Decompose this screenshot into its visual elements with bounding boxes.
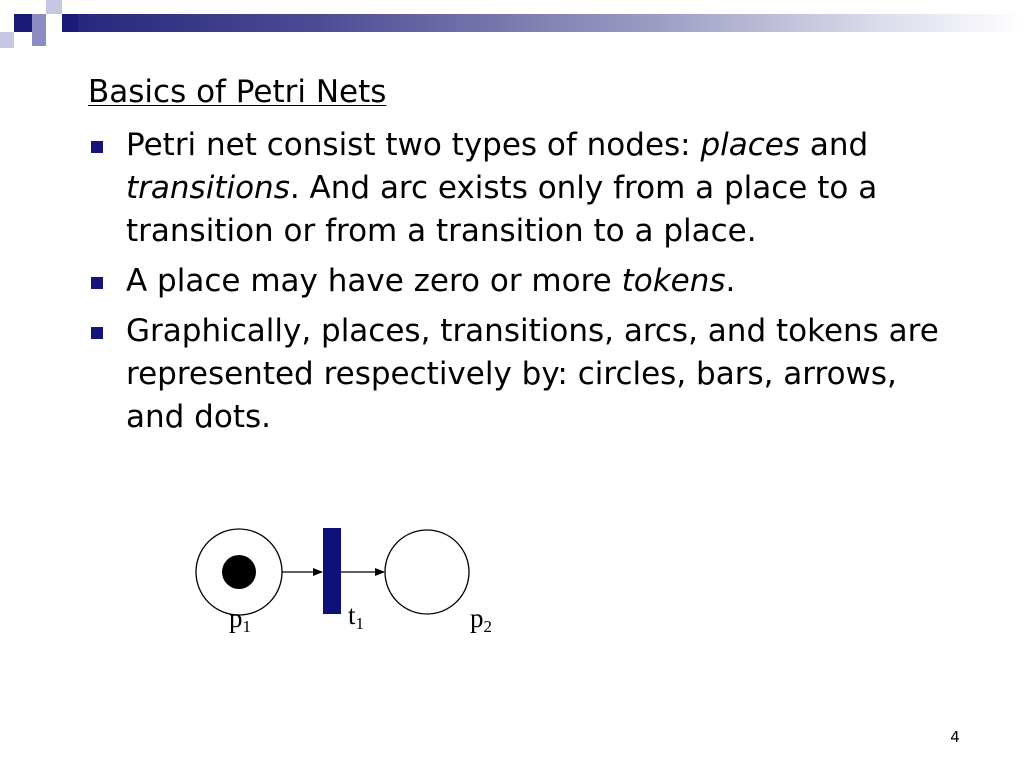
bullet-emphasis: transitions [126, 170, 290, 206]
label-p2-sub: 2 [483, 617, 492, 636]
bullet-item [88, 310, 948, 439]
label-t1-base: t [348, 600, 356, 630]
bullet-square-icon [91, 327, 103, 339]
label-t1-sub: 1 [355, 614, 365, 633]
decor-square [32, 32, 46, 46]
bullet-square-icon [91, 277, 103, 289]
token-dot [222, 555, 256, 589]
label-p1-base: p [229, 603, 243, 633]
decor-square [46, 0, 62, 14]
page-number: 4 [950, 728, 960, 746]
bullet-text-run: Petri net consist two types of nodes: [126, 127, 701, 163]
slide-title: Basics of Petri Nets [88, 74, 387, 110]
label-p2 [470, 603, 492, 636]
label-t1 [348, 600, 364, 633]
bullet-emphasis: tokens [621, 263, 726, 299]
bullet-item [88, 124, 948, 253]
bullet-text-run: Graphically, places, transitions, arcs, and tokens are represented respectively by: circles, bars, arrows, and dots. [126, 313, 939, 435]
transition-t1-bar [323, 528, 341, 614]
label-p1-sub: 1 [242, 617, 251, 636]
bullet-text-run: . [725, 263, 736, 299]
decor-square [62, 14, 78, 32]
bullet-text [126, 313, 939, 435]
decor-square [14, 14, 32, 32]
top-decorative-band [0, 0, 1024, 48]
bullet-text-run: A place may have zero or more [126, 263, 622, 299]
bullet-emphasis: places [700, 127, 801, 163]
bullet-text [126, 263, 735, 299]
bullet-text-run: and [800, 127, 869, 163]
header-gradient-bar [78, 14, 1024, 32]
place-p1-tokens [222, 555, 256, 589]
place-p2-circle [385, 530, 469, 614]
bullet-list [88, 124, 948, 446]
bullet-item [88, 260, 948, 303]
bullet-square-icon [91, 141, 103, 153]
bullet-text-run: . And arc exists only from a place to a transition or from a transition to a place. [126, 170, 878, 249]
petri-net-diagram [180, 515, 520, 655]
label-p2-base: p [470, 603, 484, 633]
decor-square [32, 14, 46, 32]
bullet-text [126, 127, 877, 249]
decor-square [0, 32, 14, 48]
